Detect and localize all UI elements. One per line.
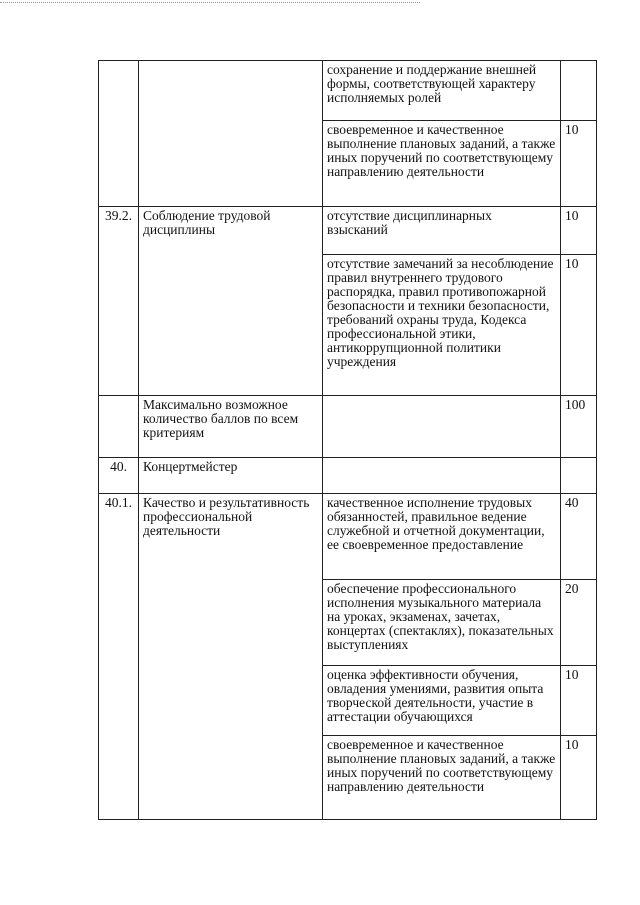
table-row-continuation xyxy=(99,61,597,121)
indicator-text: сохранение и поддержание внешней формы, соответствующей характеру исполняемых ролей xyxy=(323,61,561,121)
criterion-name xyxy=(139,61,323,207)
score-value xyxy=(561,61,597,121)
score-value: 10 xyxy=(561,255,597,396)
score-value: 20 xyxy=(561,580,597,666)
indicator-text: оценка эффективности обучения, овладения умениями, развития опыта творческой деятельности, участие в аттестации обучающихся xyxy=(323,666,561,736)
score-value: 10 xyxy=(561,207,597,255)
table-row-40-1 xyxy=(99,494,597,580)
indicator-text: обеспечение профессионального исполнения музыкального материала на уроках, экзаменах, зачетах, концертах (спектаклях), показательных выступлениях xyxy=(323,580,561,666)
indicator-text: своевременное и качественное выполнение плановых заданий, а также иных поручений по соответствующему направлению деятельности xyxy=(323,121,561,207)
criterion-name: Максимально возможное количество баллов по всем критериям xyxy=(139,396,323,458)
criterion-name: Концертмейстер xyxy=(139,458,323,494)
row-number: 39.2. xyxy=(99,207,139,396)
table-row-39-2 xyxy=(99,207,597,255)
score-value: 100 xyxy=(561,396,597,458)
score-value xyxy=(561,458,597,494)
table-row-max-points xyxy=(99,396,597,458)
score-value: 10 xyxy=(561,666,597,736)
row-number: 40.1. xyxy=(99,494,139,820)
score-value: 40 xyxy=(561,494,597,580)
indicator-text: своевременное и качественное выполнение плановых заданий, а также иных поручений по соответствующему направлению деятельности xyxy=(323,736,561,820)
indicator-text: отсутствие замечаний за несоблюдение правил внутреннего трудового распорядка, правил противопожарной безопасности и техники безопасности, требований охраны труда, Кодекса профессиональной этики, антикоррупционной политики учреждения xyxy=(323,255,561,396)
scan-artifact-line xyxy=(0,2,420,3)
row-number: 40. xyxy=(99,458,139,494)
criteria-table xyxy=(98,60,597,820)
indicator-text xyxy=(323,458,561,494)
table-row-40 xyxy=(99,458,597,494)
row-number xyxy=(99,61,139,207)
score-value: 10 xyxy=(561,736,597,820)
score-value: 10 xyxy=(561,121,597,207)
indicator-text: отсутствие дисциплинарных взысканий xyxy=(323,207,561,255)
indicator-text xyxy=(323,396,561,458)
criterion-name: Качество и результативность профессиональной деятельности xyxy=(139,494,323,820)
criterion-name: Соблюдение трудовой дисциплины xyxy=(139,207,323,396)
indicator-text: качественное исполнение трудовых обязанностей, правильное ведение служебной и отчетной документации, ее своевременное предоставление xyxy=(323,494,561,580)
row-number xyxy=(99,396,139,458)
